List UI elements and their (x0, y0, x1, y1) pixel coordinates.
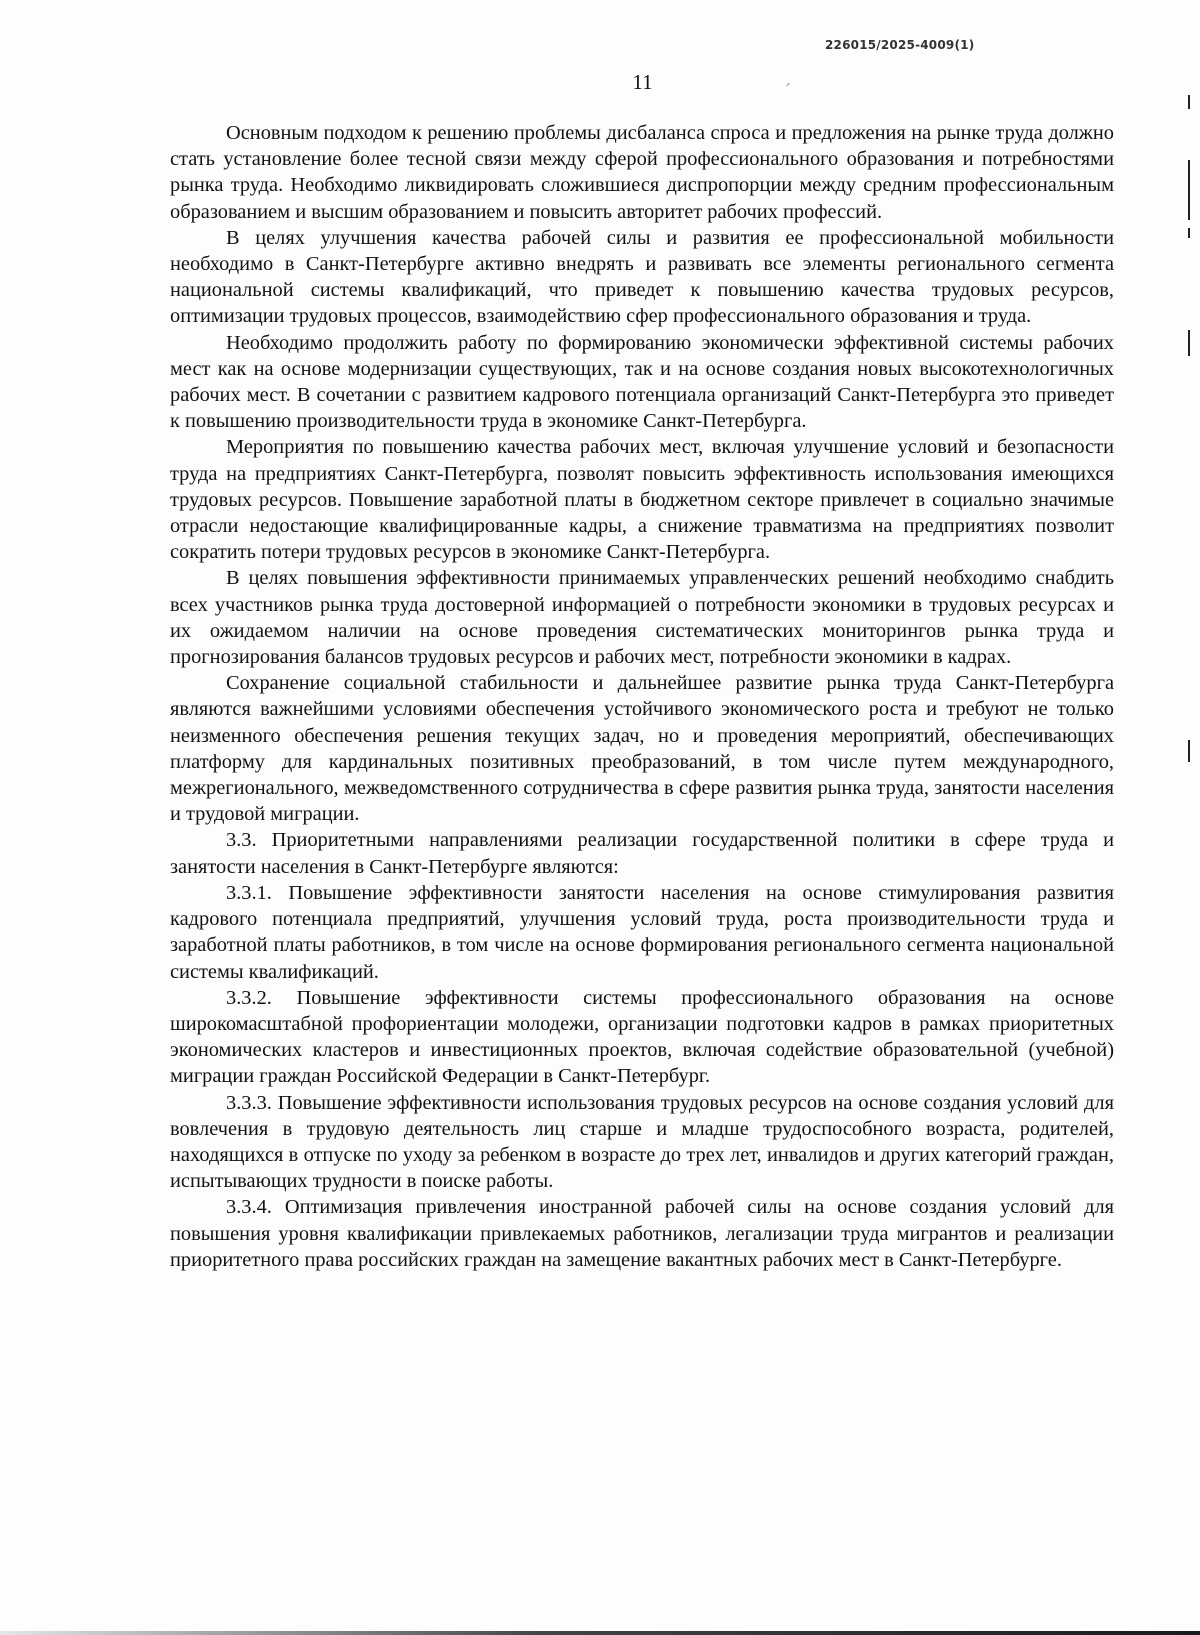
paragraph-section-3-3: 3.3. Приоритетными направлениями реализации государственной политики в сфере труда и занятости населения в Санкт-Петербурге являются: (170, 829, 1114, 878)
document-registration-number: 226015/2025-4009(1) (825, 38, 975, 52)
paragraph-management-decisions: В целях повышения эффективности принимаемых управленческих решений необходимо снабдить всех участников рынка труда достоверной информацией о потребности экономики в трудовых ресурсах и их ожидаемом наличии на основе проведения систематических мониторингов рынка труда и прогнозирования балансов трудовых ресурсов и рабочих мест, потребности экономики в кадрах. (170, 567, 1114, 669)
scan-bottom-edge (0, 1631, 1200, 1635)
scan-edge-mark (1188, 95, 1190, 109)
scan-edge-mark (1188, 160, 1190, 220)
paragraph-workplace-quality: Мероприятия по повышению качества рабочих мест, включая улучшение условий и безопасности труда на предприятиях Санкт-Петербурга, позволят повысить эффективность использования имеющихся трудовых ресурсов. Повышение заработной платы в бюджетном секторе привлечет в социально значимые отрасли недостающие квалифицированные кадры, а снижение травматизма на предприятиях позволит сократить потери трудовых ресурсов в экономике Санкт-Петербурга. (170, 436, 1114, 564)
scan-edge-mark (1188, 330, 1190, 356)
scan-edge-mark (1188, 228, 1190, 238)
document-body (170, 120, 1114, 1273)
paragraph-workplace-system: Необходимо продолжить работу по формированию экономически эффективной системы рабочих мест как на основе модернизации существующих, так и на основе создания новых высокотехнологичных рабочих мест. В сочетании с развитием кадрового потенциала организаций Санкт-Петербурга это приведет к повышению производительности труда в экономике Санкт-Петербурга. (170, 331, 1114, 433)
paragraph-section-3-3-2: 3.3.2. Повышение эффективности системы профессионального образования на основе широкомасштабной профориентации молодежи, организации подготовки кадров в рамках приоритетных экономических кластеров и инвестиционных проектов, включая содействие образовательной (учебной) миграции граждан Российской Федерации в Санкт-Петербург. (170, 986, 1114, 1088)
paragraph-section-3-3-3: 3.3.3. Повышение эффективности использования трудовых ресурсов на основе создания условий для вовлечения в трудовую деятельность лиц старше и младше трудоспособного возраста, родителей, находящихся в отпуске по уходу за ребенком в возрасте до трех лет, инвалидов и других категорий граждан, испытывающих трудности в поиске работы. (170, 1091, 1114, 1193)
paragraph-section-3-3-4: 3.3.4. Оптимизация привлечения иностранной рабочей силы на основе создания условий для повышения уровня квалификации привлекаемых работников, легализации труда мигрантов и реализации приоритетного права российских граждан на замещение вакантных рабочих мест в Санкт-Петербурге. (170, 1196, 1114, 1271)
paragraph-section-3-3-1: 3.3.1. Повышение эффективности занятости населения на основе стимулирования развития кадрового потенциала предприятий, улучшения условий труда, роста производительности труда и заработной платы работников, в том числе на основе формирования регионального сегмента национальной системы квалификаций. (170, 881, 1114, 983)
page-number: 11 (632, 70, 653, 94)
paragraph-qualification-system: В целях улучшения качества рабочей силы и развития ее профессиональной мобильности необходимо в Санкт-Петербурге активно внедрять и развивать все элементы регионального сегмента национальной системы квалификаций, что приведет к повышению качества трудовых ресурсов, оптимизации трудовых процессов, взаимодействию сфер профессионального образования и труда. (170, 226, 1114, 328)
paragraph-social-stability: Сохранение социальной стабильности и дальнейшее развитие рынка труда Санкт-Петербурга являются важнейшими условиями обеспечения устойчивого экономического роста и требуют не только неизменного обеспечения решения текущих задач, но и проведения мероприятий, обеспечивающих платформу для кардинальных позитивных преобразований, в том числе путем международного, межрегионального, межведомственного сотрудничества в сфере развития рынка труда, занятости населения и трудовой миграции. (170, 672, 1114, 826)
paragraph-labor-market-imbalance: Основным подходом к решению проблемы дисбаланса спроса и предложения на рынке труда должно стать установление более тесной связи между сферой профессионального образования и потребностями рынка труда. Необходимо ликвидировать сложившиеся диспропорции между средним профессиональным образованием и высшим образованием и повысить авторитет рабочих профессий. (170, 122, 1114, 223)
scan-edge-mark (1188, 740, 1190, 762)
